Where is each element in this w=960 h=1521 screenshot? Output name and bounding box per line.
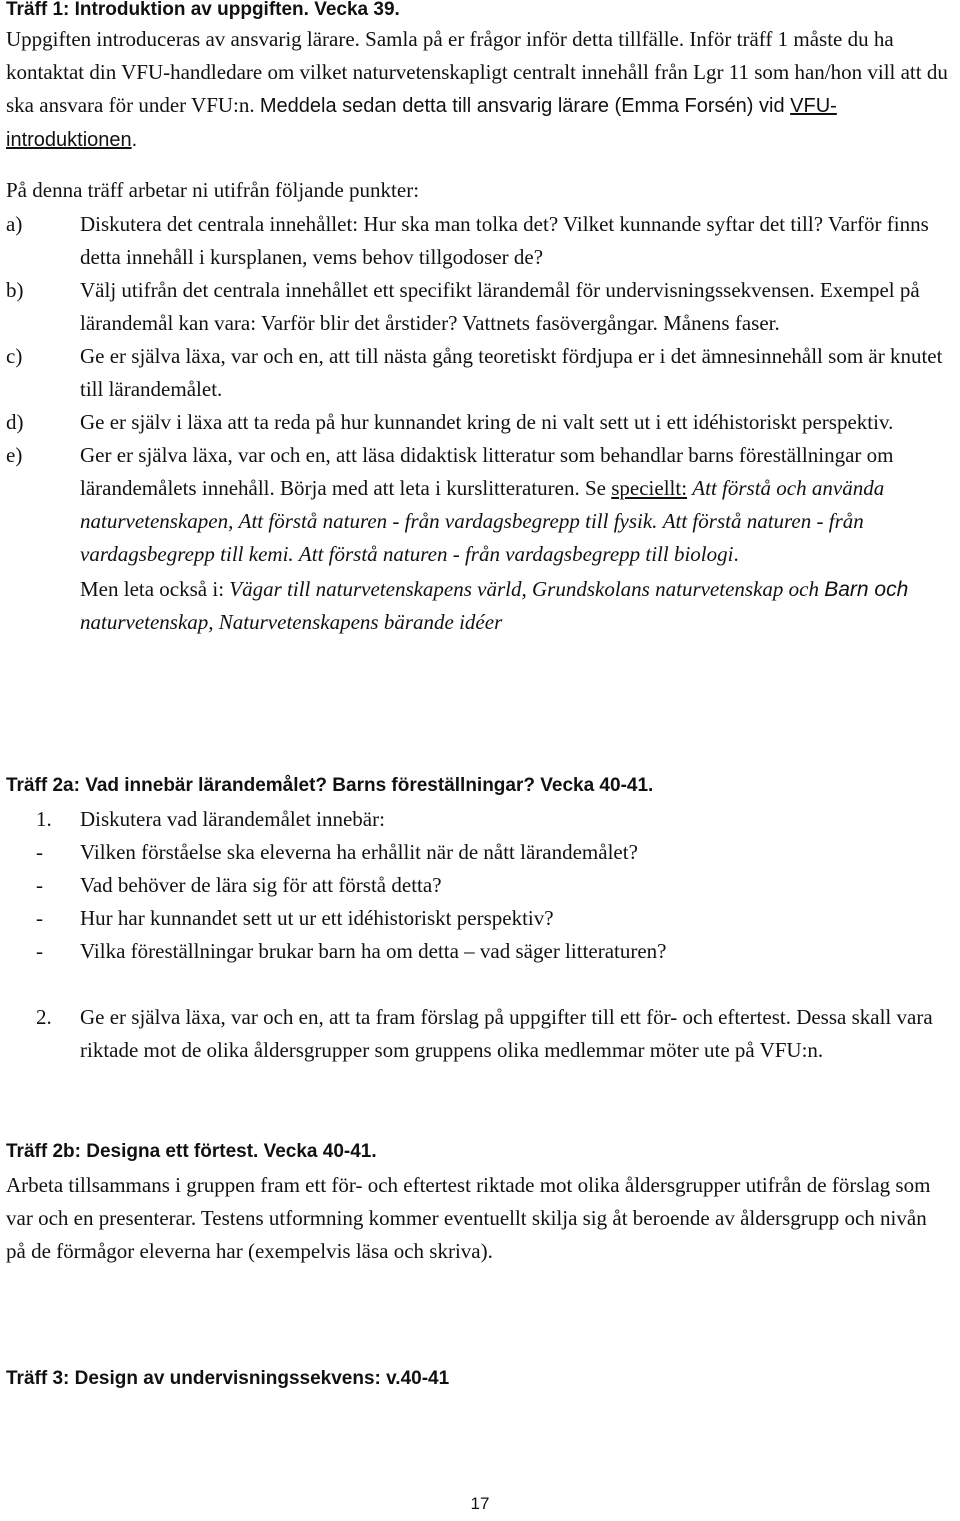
list-item: [6, 208, 950, 274]
heading-traff-2a: Träff 2a: Vad innebär lärandemålet? Barns föreställningar? Vecka 40-41.: [6, 775, 654, 796]
numbered-item: [6, 803, 950, 836]
bullet-item: [6, 902, 950, 935]
book-title: Att förstå naturen - från vardagsbegrepp till kemi.: [80, 509, 864, 566]
bullet-item: [6, 935, 950, 968]
numbered-item: [6, 1001, 950, 1067]
page-number: 17: [470, 1494, 490, 1513]
e-text: Ger er själva läxa, var och en, att läsa didaktisk litteratur som behandlar barns föreställningar om lärandemålets innehåll. Börja med att leta i kurslitteraturen. Se: [80, 443, 894, 500]
traff-2b-text: Arbeta tillsammans i gruppen fram ett för- och eftertest riktade mot olika åldersgrupper utifrån de förslag som var och en presenterar. Testens utformning kommer eventuellt skilja sig åt beroende av åldersgrupp och nivån på de förmågor eleverna har (exempelvis läsa och skriva).: [6, 1173, 931, 1263]
e-special: speciellt:: [611, 476, 688, 500]
bullet-text: Vilken förståelse ska eleverna ha erhållit när de nått lärandemålet?: [80, 840, 638, 864]
book-title: Att förstå naturen - från vardagsbegrepp till fysik.: [238, 509, 658, 533]
list-label: a): [6, 212, 23, 236]
item-text: Ge er själva läxa, var och en, att ta fram förslag på uppgifter till ett för- och eftertest. Dessa skall vara riktade mot de olika åldersgrupper som gruppens olika medlemmar möter ute på VFU:n.: [80, 1005, 933, 1062]
intro-paragraph: [6, 23, 950, 157]
bullet-item: [6, 869, 950, 902]
list-text: Ge er själv i läxa att ta reda på hur kunnandet kring de ni valt sett ut i ett idéhistoriskt perspektiv.: [80, 410, 894, 434]
book-title: Barn och: [824, 578, 909, 601]
bullet-text: Vilka föreställningar brukar barn ha om detta – vad säger litteraturen?: [80, 939, 667, 963]
item-number: 2.: [36, 1005, 52, 1029]
list-text: Välj utifrån det centrala innehållet ett specifikt lärandemål för undervisningssekvensen. Exempel på lärandemål kan vara: Varför blir det årstider? Vattnets fasövergångar. Månens faser.: [80, 278, 920, 335]
list-text: Ge er själva läxa, var och en, att till nästa gång teoretiskt fördjupa er i det ämnesinnehåll som är knutet till lärandemålet.: [80, 344, 943, 401]
bullet-mark: -: [36, 939, 43, 963]
list-label: e): [6, 443, 23, 467]
item-number: 1.: [36, 807, 52, 831]
list-label: c): [6, 344, 23, 368]
also-lead: Men leta också i:: [80, 577, 225, 601]
book-title: , Grundskolans naturvetenskap och: [521, 577, 819, 601]
heading-traff-1: Träff 1: Introduktion av uppgiften. Vecka 39.: [6, 0, 400, 20]
list-label: b): [6, 278, 24, 302]
heading-traff-2b: Träff 2b: Designa ett förtest. Vecka 40-41.: [6, 1141, 377, 1162]
points-list: [6, 208, 950, 639]
bullet-mark: -: [36, 873, 43, 897]
intro-period: .: [131, 129, 138, 151]
bullet-mark: -: [36, 906, 43, 930]
bullet-mark: -: [36, 840, 43, 864]
book-title: Vägar till naturvetenskapens värld: [229, 577, 522, 601]
section-traff-1: [6, 0, 950, 157]
points-lead: På denna träff arbetar ni utifrån följande punkter:: [6, 178, 420, 202]
bullet-text: Hur har kunnandet sett ut ur ett idéhistoriskt perspektiv?: [80, 906, 554, 930]
also-text: [80, 573, 950, 639]
book-title: Att förstå naturen - från vardagsbegrepp till biologi: [298, 542, 734, 566]
section-traff-3: [6, 1365, 950, 1393]
intro-notice: Meddela sedan detta till ansvarig lärare (Emma Forsén) vid: [259, 95, 785, 117]
list-item: [6, 573, 950, 639]
section-traff-2a: [6, 772, 950, 1067]
e-period: .: [733, 542, 739, 566]
bullet-text: Vad behöver de lära sig för att förstå detta?: [80, 873, 442, 897]
list-item: [6, 406, 950, 439]
points-section: [6, 174, 950, 639]
list-label-empty: [6, 573, 80, 639]
list-item: [6, 340, 950, 406]
list-text: [80, 439, 950, 571]
list-text: Diskutera det centrala innehållet: Hur ska man tolka det? Vilket kunnande syftar det till? Varför finns detta innehåll i kursplanen, vems behov tillgodoser de?: [80, 212, 929, 269]
bullet-item: [6, 836, 950, 869]
book-title: naturvetenskap, Naturvetenskapens bärande idéer: [80, 610, 503, 634]
vfu-introduction-link[interactable]: VFU-introduktionen: [6, 95, 837, 151]
heading-traff-3: Träff 3: Design av undervisningssekvens: v.40-41: [6, 1368, 450, 1389]
list-label: d): [6, 410, 24, 434]
book-title: Att förstå och använda naturvetenskapen,: [80, 476, 885, 533]
list-item: [6, 274, 950, 340]
section-traff-2b: [6, 1138, 950, 1268]
item-text: Diskutera vad lärandemålet innebär:: [80, 807, 385, 831]
list-item: [6, 439, 950, 571]
intro-text: Uppgiften introduceras av ansvarig lärare. Samla på er frågor inför detta tillfälle. Inför träff 1 måste du ha kontaktat din VFU-handledare om vilket naturvetenskapligt centralt innehåll från Lgr 11 som han/hon vill att du ska ansvara för under VFU:n.: [6, 27, 948, 117]
